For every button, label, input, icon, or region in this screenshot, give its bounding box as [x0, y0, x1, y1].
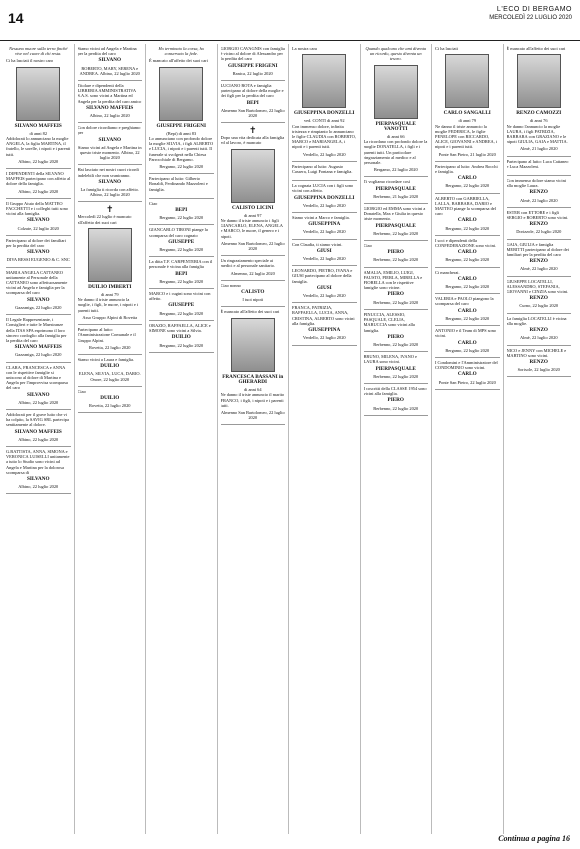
deceased-name: GIUSI — [316, 247, 332, 254]
deceased-name: GIUSEPPE FRIGENI — [228, 62, 278, 69]
notice-text-continued: Lo annunciano con profondo dolore la moglie SILVIA, i figli ALBERTO e LUCIA, i nipoti e i parenti tutti. Il funerale si svolgerà nella Chiesa Parrocchiale di Bergamo. — [149, 136, 214, 162]
notice-place-date: Verdello, 22 luglio 2020 — [302, 256, 346, 262]
obituary-notice — [221, 307, 286, 425]
deceased-name: CARLO — [457, 371, 477, 378]
deceased-name: RENZO — [529, 295, 548, 302]
notice-text: NICO e JENNY con MICHELE e MARTINO sono vicini. — [506, 347, 567, 358]
notice-text: La cognata LUCIA con i figli sono vicini con affetto. — [292, 183, 354, 194]
portrait-photo — [231, 318, 275, 372]
obituary-notice — [435, 194, 500, 236]
deceased-name: GIUSEPPINA DONZELLI — [294, 110, 355, 117]
notice-text: GIANCARLO TIRONI piange la scomparsa del caro cognato — [149, 227, 208, 238]
obituary-notice — [507, 44, 572, 157]
deceased-name: SILVANO — [27, 475, 50, 482]
notice-place-date: Colzate, 22 luglio 2020 — [17, 225, 59, 231]
portrait-photo — [88, 228, 132, 282]
obituary-notice — [364, 268, 429, 310]
cross-icon: ✝ — [105, 204, 114, 215]
obituary-notice — [435, 326, 500, 358]
notice-text: ORAZIO, RAFFAELLA, ALICE e SIMONE sono vicini a Silvia. — [149, 322, 211, 334]
obituary-notice — [435, 294, 500, 326]
notice-text: MARCO e i cugini sono vicini con affetto. — [149, 291, 211, 302]
obituary-notice — [292, 44, 357, 162]
obituary-notice — [507, 176, 572, 208]
obituary-notice — [507, 346, 572, 378]
notice-text: Ci ha lasciati — [435, 46, 458, 51]
cross-icon: ✝ — [248, 125, 257, 136]
issue-date: MERCOLEDÌ 22 LUGLIO 2020 — [489, 15, 572, 21]
portrait-photo — [302, 54, 346, 108]
notice-text-continued: Ne danno il triste annuncio la moglie FEDERICA, le figlie PENELOPE con RICCARDO, ALICE, GIOVANNI e ANDREA, i nipoti e i parenti tutti. — [435, 123, 498, 150]
notice-place-date: Bergamo, 22 luglio 2020 — [445, 257, 490, 263]
obituary-notice — [78, 165, 143, 202]
notice-place-date: ELENA, SILVIA, LUCA, DARIO. Onore, 22 luglio 2020 — [78, 371, 141, 382]
deceased-name: CARLO — [457, 217, 477, 224]
deceased-name: BEPI — [175, 207, 188, 214]
notice-text: Ciao nonno — [220, 282, 241, 288]
portrait-photo — [374, 65, 418, 119]
deceased-name: CARLO — [457, 175, 477, 182]
deceased-name: GIUSEPPE — [168, 238, 195, 245]
notice-place-date: Berbenno, 22 luglio 2020 — [373, 405, 419, 411]
column-6 — [364, 44, 433, 834]
deceased-age: di anni 97 — [243, 212, 262, 218]
obituary-notice — [435, 44, 500, 162]
obituary-notice — [78, 81, 143, 123]
deceased-name: PIERO — [387, 333, 404, 340]
notice-text: Il Legale Rappresentante, i Consiglieri e tutte le Maestranze della ITAS SPA esprimono il loro sincero cordoglio alla famiglia per la perdita del caro — [6, 317, 67, 343]
notice-place-date: Bergamo, 22 luglio 2020 — [445, 225, 490, 231]
deceased-age: di anni 66 — [386, 134, 405, 140]
obituary-notice — [292, 303, 357, 345]
notice-place-date: Rovetta, 22 luglio 2020 — [89, 344, 131, 350]
obituary-notice — [435, 236, 500, 268]
obituary-notice — [221, 44, 286, 81]
obituary-notice — [78, 202, 143, 325]
notice-text: I coscritti della CLASSE 1954 sono vicini alla famiglia. — [363, 385, 427, 397]
notice-place-date: Verdello, 22 luglio 2020 — [302, 151, 346, 157]
deceased-name: SILVANO — [98, 57, 121, 64]
obituary-notice — [78, 387, 143, 414]
notice-text: Ci mancherai. — [435, 269, 460, 275]
obituary-notice — [221, 81, 286, 123]
obituary-notice — [6, 169, 71, 199]
deceased-age: di anni 64 — [243, 387, 262, 393]
obituary-notice — [507, 157, 572, 176]
deceased-name: RENZO — [529, 358, 548, 365]
notice-text: FRANCA, PATRIZIA, RAFFAELLA, LUCIA, ANNA, CRISTINA, ALBERTO sono vicini alla famiglia. — [292, 305, 355, 326]
notice-place-date: Bergamo, 22 luglio 2020 — [159, 247, 204, 253]
notice-text: Ciao — [363, 243, 372, 249]
obituary-notice — [149, 321, 214, 353]
notice-text: I DIPENDENTI della SILVANO MAFFEIS partecipano con affetto al dolore della famiglia. — [6, 171, 71, 187]
deceased-name: SILVANO — [27, 296, 50, 303]
notice-text: Partecipano al lutto: Augusto Cassera, Luigi Fontana e famiglia. — [292, 163, 353, 175]
notice-place-date: La famiglia ti ricorda con affetto. Albino, 22 luglio 2020 — [80, 187, 139, 198]
notice-text: G.BATTISTA, ANNA, SIMONA e VERONICA LUISELLI unitamente a tutto lo Studio sono vicini ad Angela e Martina per la dolorosa scomparsa di — [6, 448, 70, 475]
deceased-name: CARLO — [457, 275, 477, 282]
notice-text: La ditta T.F. CARPENTERIA con il personale è vicina alla famiglia — [149, 259, 213, 270]
deceased-age: di anni 82 — [29, 130, 48, 136]
obituary-columns — [6, 44, 574, 834]
deceased-name: RENZO CAMOZZI — [516, 110, 562, 117]
notice-place-date: Albino, 22 luglio 2020 — [18, 399, 59, 405]
notice-text: LEONARDO, PIETRO, IVANA e GIUSI partecipano al dolore della famiglia. — [292, 268, 353, 284]
deceased-name: PIERO — [387, 291, 404, 298]
notice-place-date: ROBERTO, MARY, SERENA e ANDREA. Albino, 22 luglio 2020 — [79, 65, 140, 76]
notice-text: CLARA, FRANCESCA e ANNA con le rispettive famiglie si uniscono al dolore di Martina e Angela per l'improvvisa scomparsa del caro — [6, 364, 68, 391]
obituary-notice — [221, 256, 286, 281]
deceased-name: GIUSEPPINA — [308, 221, 341, 228]
notice-text: La nostra cara — [292, 46, 317, 51]
deceased-name: GIUSEPPE — [168, 302, 195, 309]
notice-place-date: Almenno, 22 luglio 2020 — [230, 270, 275, 276]
deceased-name: SILVANO — [27, 217, 50, 224]
notice-place-date: Albino, 22 luglio 2020 — [18, 158, 59, 164]
deceased-name: DUILIO — [171, 334, 191, 341]
deceased-name: PIERPASQUALE — [375, 222, 416, 229]
obituary-notice — [435, 162, 500, 194]
deceased-name: SILVANO — [98, 178, 121, 185]
obituary-notice — [364, 310, 429, 352]
notice-text: È mancato all'affetto dei suoi cari — [506, 46, 566, 51]
notice-place-date: Almenno San Bartolomeo, 22 luglio 2020 — [220, 409, 285, 421]
notice-place-date: Verdello, 22 luglio 2020 — [302, 293, 346, 299]
notice-place-date: Bergamo, 22 luglio 2020 — [159, 342, 204, 348]
obituary-notice — [78, 325, 143, 355]
obituary-notice — [435, 358, 500, 390]
notice-place-date: Verdello, 22 luglio 2020 — [302, 229, 346, 235]
portrait-photo — [445, 54, 489, 108]
deceased-age: (Bepi) di anni 83 — [166, 130, 197, 136]
notice-place-date: Bergamo, 22 luglio 2020 — [159, 310, 204, 316]
notice-place-date: Siamo vicini ad Angela e Martina in questo triste momento. Albino, 22 luglio 2020 — [77, 144, 142, 161]
notice-text: Titolare e dipendenti della LIBRERIA AMMINISTRATIVA S.A.S. sono vicini a Martina ed Angela per la perdita del caro amico — [77, 83, 142, 104]
notice-place-date: Curno, 22 luglio 2020 — [519, 303, 559, 309]
notice-text: PINUCCIA, ALESSIO, PASQUALE, CLELIA, MARUCCIA sono vicini alla famiglia. — [363, 311, 415, 333]
deceased-age: di anni 79 — [458, 118, 477, 124]
obituary-notice — [6, 410, 71, 447]
notice-text: Ti vogliamo ricordare così — [363, 179, 411, 185]
notice-verse: Quando qualcuno che ami diventa un ricordo, questo diventa un tesoro. — [365, 46, 426, 62]
notice-text-continued: Ne danno il triste annuncio il marito FRANCO, i figli, i nipoti e i parenti tutti. — [220, 392, 285, 408]
notice-text-continued: La ricordano con profondo dolore la moglie DONATELLA, i figli e i parenti tutti. Un particolare ringraziamento al medico e al personale. — [363, 139, 428, 166]
page-number: 14 — [8, 10, 24, 26]
notice-place-date: Berbenno, 22 luglio 2020 — [373, 341, 419, 347]
notice-text: LUCIANO ROTA e famiglia partecipano al dolore della moglie e dei figli per la perdita del caro — [220, 83, 284, 99]
obituary-notice — [149, 174, 214, 199]
notice-place-date: Gazzaniga, 22 luglio 2020 — [15, 352, 62, 358]
notice-text: Siamo vicini a Laura e famiglia. — [77, 356, 135, 362]
masthead — [489, 6, 572, 22]
notice-text: ALBERTO con GABRIELLA, LALLA, BARBARA, DARIO e MATTEO piange la scomparsa del caro — [435, 195, 496, 217]
obituary-notice — [6, 268, 71, 315]
deceased-name: GIUSEPPINA — [308, 327, 341, 334]
notice-text: Ciao — [77, 388, 86, 394]
deceased-name: FRANCESCA BASSANI in GHERARDI — [222, 373, 284, 385]
obituary-notice — [149, 289, 214, 321]
deceased-name: DUILIO — [100, 394, 120, 401]
notice-place-date: Ranica, 22 luglio 2020 — [232, 70, 273, 76]
notice-place-date: Albino, 22 luglio 2020 — [89, 113, 130, 119]
notice-place-date: Bergamo, 22 luglio 2020 — [445, 183, 490, 189]
obituary-notice — [507, 277, 572, 314]
notice-text: Addolorati per il grave lutto che vi ha colpito, la SAVIG SRL partecipa sentitamente al dolore. — [6, 411, 69, 428]
deceased-name: SILVANO MAFFEIS — [14, 344, 62, 351]
notice-place-date: Ponte San Pietro, 21 luglio 2020 — [438, 151, 496, 157]
obituary-notice — [364, 384, 429, 416]
obituary-notice — [292, 240, 357, 267]
deceased-name: RENZO — [529, 258, 548, 265]
notice-place-date: Asso Gruppo Alpini di Rovetta — [82, 314, 138, 320]
notice-place-date: Albino, 22 luglio 2020 — [18, 484, 59, 490]
notice-place-date: Gazzaniga, 22 luglio 2020 — [15, 304, 62, 310]
obituary-notice — [149, 257, 214, 289]
deceased-name: CARLO — [457, 339, 477, 346]
notice-text: La famiglia LOCATELLI è vicina alla moglie. — [506, 315, 567, 326]
notice-text: BRUNO, MILENA, IVANO e LAURA sono vicini. — [363, 354, 417, 365]
column-1 — [6, 44, 75, 834]
notice-text: Con dolore ricordiamo e preghiamo per — [77, 125, 141, 136]
obituary-notice — [435, 268, 500, 295]
notice-text-continued: Addolorati lo annunciano la moglie ANGELA, la figlia MARTINA, il fratello, le sorelle, i nipoti e i parenti tutti. — [6, 136, 71, 157]
obituary-notice — [6, 363, 71, 410]
obituary-notice — [364, 177, 429, 204]
notice-place-date: Albino, 22 luglio 2020 — [18, 436, 59, 442]
deceased-name: RENZO — [529, 327, 548, 334]
deceased-name: GIUSEPPE FRIGENI — [156, 122, 206, 129]
obituary-notice — [149, 225, 214, 257]
notice-text: Partecipano al lutto: Gilberto Bonaldi, Ferdinando Mazzoleni e famiglia. — [149, 176, 208, 192]
deceased-name: PIERPASQUALE — [375, 365, 416, 372]
obituary-notice — [6, 199, 71, 236]
notice-text: Ciao — [149, 200, 158, 206]
obituary-notice — [292, 162, 357, 181]
obituary-notice — [221, 281, 286, 308]
notice-verse: Ho terminato la corsa, ho conservato la fede. — [158, 46, 204, 57]
notice-text: Partecipano al dolore dei familiari per la perdita del caro — [6, 237, 66, 249]
page-header — [0, 0, 580, 41]
notice-text: È mancato all'affetto dei suoi cari — [220, 309, 280, 315]
portrait-photo — [16, 67, 60, 121]
deceased-name: CALISTO LICINI — [231, 204, 274, 211]
deceased-name: CARLO — [457, 249, 477, 256]
deceased-name: SILVANO MAFFEIS — [14, 428, 62, 435]
obituary-notice — [507, 240, 572, 277]
notice-text: Siamo vicini ad Angela e Martina per la perdita del caro — [77, 46, 137, 57]
obituary-notice — [6, 44, 71, 169]
notice-place-date: Bergamo, 22 luglio 2020 — [159, 215, 204, 221]
notice-text: I soci e dipendenti della CONFEDERAZIONE sono vicini. — [435, 237, 497, 249]
notice-text: Partecipano al lutto: l'Amministrazione Comunale e il Gruppo Alpini. — [77, 327, 136, 343]
notice-place-date: Almenno San Bartolomeo, 22 luglio 2020 — [220, 107, 285, 119]
notice-text: Partecipano al lutto: Luca Cattaneo e Luca Mazzoleni. — [506, 158, 569, 169]
obituary-notice — [149, 44, 214, 174]
deceased-name: GIUSI — [316, 284, 332, 291]
notice-place-date: Almenno San Bartolomeo, 22 luglio 2020 — [220, 240, 285, 252]
column-4 — [221, 44, 290, 834]
notice-text: Siamo vicini a Marco e famiglia. — [292, 215, 350, 221]
notice-text: ESTER con ETTORE e i figli SERGIO e ROBERTO sono vicini. — [506, 209, 569, 221]
notice-text: Dopo una vita dedicata alla famiglia ed al lavoro, è mancato — [220, 135, 285, 146]
obituary-notice — [364, 204, 429, 241]
notice-text: MARIA ANGELA CATTANEO unitamente al Personale della CATTANEO sono affettuosamente vicini ad Angela e famiglia per la scomparsa del caro — [6, 269, 68, 296]
notice-text: GIORGIO ed EMMA sono vicini a Donatella, Max e Giulia in questo triste momento. — [363, 206, 426, 222]
deceased-name: DUILIO — [100, 363, 120, 370]
obituary-notice — [221, 123, 286, 256]
obituary-notice — [6, 315, 71, 362]
newspaper-name: L'ECO DI BERGAMO — [496, 6, 572, 13]
deceased-name: GIUSEPPINA DONZELLI — [294, 194, 355, 201]
notice-place-date: Almè, 22 luglio 2020 — [519, 266, 558, 272]
deceased-name: PIERPASQUALE VANOTTI — [375, 120, 416, 132]
deceased-name: SILVANO — [27, 391, 50, 398]
continued-on-page: Continua a pagina 16 — [498, 834, 570, 843]
deceased-name: PIERO — [387, 397, 404, 404]
deceased-name: SILVANO MAFFEIS — [14, 122, 62, 129]
obituary-notice — [6, 447, 71, 494]
obituary-notice — [6, 236, 71, 268]
notice-text: Con Claudia, ti siamo vicini. — [292, 241, 343, 247]
notice-place-date: Bergamo, 22 luglio 2020 — [159, 164, 204, 170]
notice-place-date: Berbenno, 21 luglio 2020 — [373, 193, 419, 199]
notice-place-date: Almè, 22 luglio 2020 — [519, 197, 558, 203]
notice-text-continued: Ne danno l'annuncio la moglie LAURA, i figli PATRIZIA, BARBARA con GRAZIANO e le nipoti GIULIA, GAIA e MATTIA. — [506, 123, 568, 145]
deceased-name: BEPI — [246, 99, 259, 106]
notice-place-date: Bergamo, 22 luglio 2020 — [373, 167, 418, 173]
obituary-notice — [149, 199, 214, 226]
notice-text: AMALIA, EMILIO, LUIGI, FAUSTO, PIERLA, MIRELLA e FIORELLA con le rispettive famiglie sono vicine. — [363, 269, 423, 291]
notice-place-date: Verdello, 22 luglio 2020 — [302, 202, 346, 208]
notice-place-date: Almè, 22 luglio 2020 — [519, 335, 558, 341]
notice-place-date: Berbenno, 22 luglio 2020 — [373, 230, 419, 236]
obituary-notice — [364, 241, 429, 268]
notice-text: Mercoledì 22 luglio è mancato all'affetto dei suoi cari — [77, 214, 132, 225]
deceased-name: PIERO — [387, 249, 404, 256]
notice-text: È mancato all'affetto dei suoi cari — [149, 58, 208, 64]
obituary-notice — [292, 213, 357, 240]
column-8 — [507, 44, 575, 834]
notice-text: GAIA, GIULIA e famiglia MERITTI partecipano al dolore dei familiari per la perdita del caro — [506, 241, 569, 258]
obituary-notice — [364, 352, 429, 384]
portrait-photo — [231, 149, 275, 203]
obituary-notice — [507, 208, 572, 240]
obituary-notice — [78, 355, 143, 387]
notice-text: Hai lasciato nei nostri cuori ricordi indelebili che non svaniranno. — [77, 167, 139, 178]
column-5 — [292, 44, 361, 834]
notice-place-date: Dorizzole, 22 luglio 2020 — [516, 229, 562, 235]
obituary-notice — [292, 181, 357, 213]
notice-place-date: DIVA RESSI EUGENIO & C. SNC — [6, 257, 70, 263]
deceased-name: SILVANO — [98, 136, 121, 143]
notice-text: Il Gruppo Aiuto della MATTEO FACCHETTI e i colleghi tutti sono vicini alla famiglia. — [6, 200, 68, 217]
obituary-notice — [292, 266, 357, 303]
notice-text-continued: Ne danno il triste annuncio la moglie, i figli, le nuore, i nipoti e i parenti tutti. — [77, 297, 139, 313]
portrait-photo — [159, 67, 203, 121]
notice-verse: Nessuno muore sulla terra finché vive nel cuore di chi resta. — [9, 46, 68, 57]
notice-text: Ci ha lasciati il nostro caro — [6, 58, 54, 64]
deceased-name: RENZO — [529, 221, 548, 228]
deceased-name: CARLO SANGALLI — [443, 110, 491, 117]
notice-text-continued: Con immenso dolore, infinita tristezza e rimpianto lo annunciano le figlie CLAUDIA con ROBERTO, MARCO e MARIANGELA, i nipoti e i parenti tutti. — [292, 123, 356, 150]
notice-text-continued: Ne danno il triste annuncio i figli GIANCARLO, ELENA, ANGELA e MARCO, le nuore, il genero e i nipoti. — [220, 218, 283, 239]
notice-text: Partecipano al lutto: Andrea Rocchi e famiglia. — [435, 163, 498, 175]
obituary-notice — [364, 44, 429, 177]
notice-place-date: Bergamo, 22 luglio 2020 — [445, 347, 490, 353]
notice-text: Con immenso dolore siamo vicini alla moglie Laura. — [506, 178, 567, 189]
notice-place-date: I tuoi nipoti — [242, 297, 264, 303]
notice-place-date: Berbenno, 22 luglio 2020 — [373, 373, 419, 379]
notice-place-date: Sorisole, 22 luglio 2020 — [517, 367, 560, 373]
obituary-notice — [507, 314, 572, 346]
notice-place-date: Berbenno, 22 luglio 2020 — [373, 257, 419, 263]
notice-text: GIUSEPPE LOCATELLI, ALESSANDRO, STEFANIA, GIOVANNI e CINZIA sono vicini. — [506, 278, 569, 295]
obituary-notice — [78, 44, 143, 81]
column-7 — [435, 44, 504, 834]
deceased-age: ved. CONTI di anni 92 — [303, 118, 345, 124]
deceased-age: di anni 76 — [529, 118, 548, 124]
deceased-name: SILVANO MAFFEIS — [86, 104, 134, 111]
notice-place-date: Bergamo, 22 luglio 2020 — [159, 278, 204, 284]
notice-place-date: Berbenno, 22 luglio 2020 — [373, 299, 419, 305]
column-3 — [149, 44, 218, 834]
deceased-name: BEPI — [175, 270, 188, 277]
notice-place-date: Almè, 21 luglio 2020 — [519, 146, 558, 152]
deceased-name: DUILIO IMBERTI — [88, 283, 132, 290]
notice-text: Un ringraziamento speciale ai medici e al personale sanitario. — [220, 258, 275, 269]
deceased-age: di anni 79 — [100, 292, 119, 298]
notice-text: VALERIA e PAOLO piangono la scomparsa del caro — [435, 296, 494, 307]
obituary-notice — [78, 123, 143, 165]
notice-place-date: Rovetta, 22 luglio 2020 — [89, 403, 131, 409]
deceased-name: CARLO — [457, 307, 477, 314]
notice-place-date: Bergamo, 22 luglio 2020 — [445, 284, 490, 290]
notice-place-date: Bergamo, 22 luglio 2020 — [445, 315, 490, 321]
notice-text: I Condomini e l'Amministratore del CONDOMINIO sono vicini. — [435, 359, 498, 371]
deceased-name: CALISTO — [241, 289, 265, 296]
notice-place-date: Ponte San Pietro, 22 luglio 2020 — [438, 379, 496, 385]
column-2 — [78, 44, 147, 834]
notice-text: ANTONIO e il Team di MPS sono vicini. — [435, 328, 496, 339]
notice-place-date: Verdello, 22 luglio 2020 — [302, 335, 346, 341]
deceased-name: RENZO — [529, 189, 548, 196]
notice-place-date: Albino, 22 luglio 2020 — [18, 188, 59, 194]
deceased-name: SILVANO — [27, 249, 50, 256]
notice-text: GIORGIO CAVAGNIS con famiglia è vicino al dolore di Alessandro per la perdita del caro — [220, 46, 285, 62]
portrait-photo — [517, 54, 561, 108]
deceased-name: PIERPASQUALE — [375, 185, 416, 192]
